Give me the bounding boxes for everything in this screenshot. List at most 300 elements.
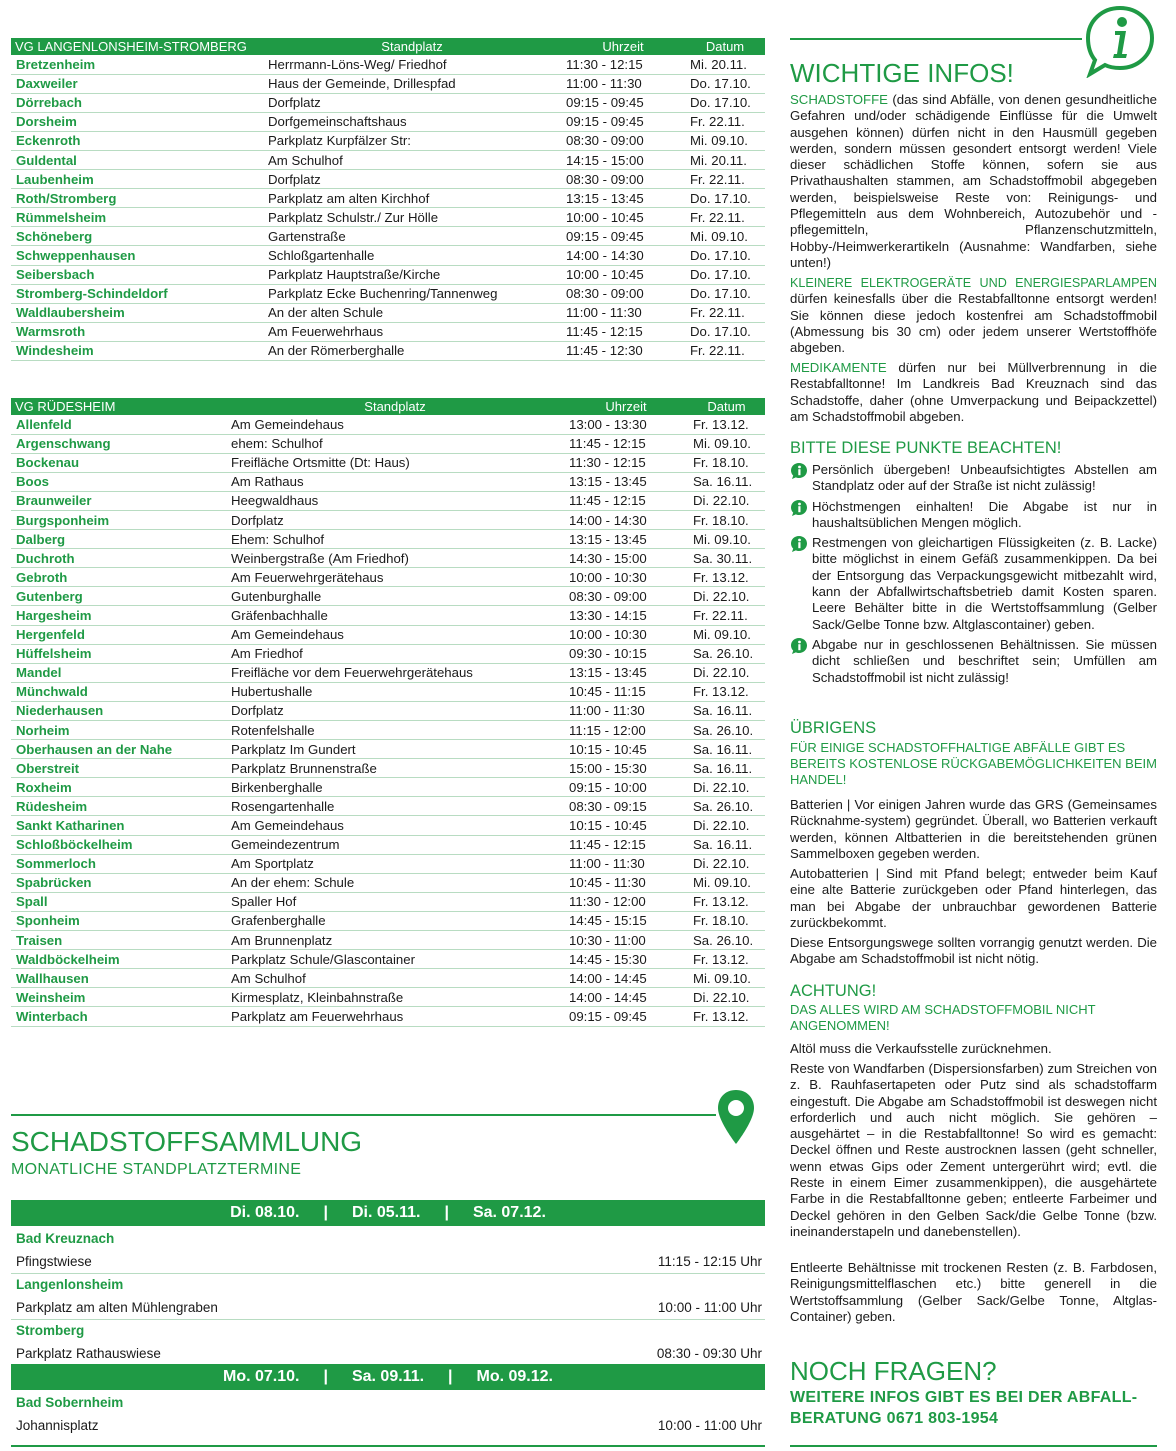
date-bar: [11, 1364, 765, 1390]
datum-cell: Mi. 09.10.: [688, 530, 765, 549]
standplatz-cell: Am Gemeindehaus: [226, 625, 564, 644]
uhrzeit-cell: 09:15 - 09:45: [561, 112, 685, 131]
table-row: [11, 491, 765, 510]
datum-cell: Do. 17.10.: [685, 322, 765, 341]
punkte-title: BITTE DIESE PUNKTE BEACHTEN!: [790, 439, 1062, 457]
date-bar: [11, 1200, 765, 1226]
infos-title: WICHTIGE INFOS!: [790, 58, 1014, 88]
paragraph-elektro: [790, 275, 1157, 356]
uhrzeit-cell: 10:30 - 11:00: [564, 931, 688, 950]
standplatz-cell: Freifläche vor dem Feuerwehrgerätehaus: [226, 663, 564, 682]
header-uhrzeit: Uhrzeit: [561, 38, 685, 55]
standplatz-cell: Herrmann-Löns-Weg/ Friedhof: [263, 55, 561, 74]
ort-cell: Schloßböckelheim: [11, 835, 226, 854]
text: dürfen keinesfalls über die Restabfalltonne entsorgt werden! Sie können diese jedoch kostenfrei am Schadstoffmobil (Abmessung bis 30 cm) oder jedem unserer Wertstoffhöfe abgeben.: [790, 291, 1157, 356]
table-row: [11, 208, 765, 227]
uhrzeit-cell: 13:00 - 13:30: [564, 415, 688, 434]
lead: KLEINERE ELEKTROGERÄTE UND ENERGIESPARLAMPEN: [790, 276, 1157, 290]
standplatz-cell: Am Feuerwehrgerätehaus: [226, 568, 564, 587]
table-row: [11, 303, 765, 322]
datum-cell: Fr. 18.10.: [688, 510, 765, 529]
standplatz-cell: Parkplatz Hauptstraße/Kirche: [263, 265, 561, 284]
datum-cell: Fr. 22.11.: [685, 341, 765, 360]
datum-cell: Mi. 09.10.: [688, 434, 765, 453]
datum-cell: Di. 22.10.: [688, 778, 765, 797]
fragen-title: NOCH FRAGEN?: [790, 1356, 997, 1386]
paragraph-entsorgungswege: Diese Entsorgungswege sollten vorrangig genutzt werden. Die Abgabe am Schadstoffmobil ist nicht nötig.: [790, 935, 1157, 967]
info-bullet-icon: [790, 637, 808, 659]
lead: SCHADSTOFFE: [790, 92, 888, 107]
city-name: Bad Sobernheim: [16, 1395, 124, 1410]
sammlung-subtitle: MONATLICHE STANDPLATZTERMINE: [11, 1161, 302, 1178]
datum-cell: Mi. 09.10.: [688, 625, 765, 644]
standplatz-cell: Grafenberghalle: [226, 911, 564, 930]
punkt-item: [790, 499, 1157, 532]
datum-cell: Fr. 22.11.: [688, 606, 765, 625]
section-divider: [11, 1114, 716, 1116]
table-row: [11, 911, 765, 930]
datum-cell: Fr. 13.12.: [688, 415, 765, 434]
standplatz-cell: Rosengartenhalle: [226, 797, 564, 816]
uhrzeit-cell: 14:30 - 15:00: [564, 549, 688, 568]
uhrzeit-cell: 11:30 - 12:15: [564, 453, 688, 472]
standplatz-cell: Parkplatz Kurpfälzer Str:: [263, 131, 561, 150]
table-row: [11, 816, 765, 835]
standplatz-cell: Parkplatz Schulstr./ Zur Hölle: [263, 208, 561, 227]
info-icon: [1082, 4, 1158, 83]
standplatz-cell: Parkplatz Brunnenstraße: [226, 759, 564, 778]
ort-cell: Gebroth: [11, 568, 226, 587]
ort-cell: Norheim: [11, 721, 226, 740]
standplatz-cell: Hubertushalle: [226, 682, 564, 701]
ort-cell: Waldlaubersheim: [11, 303, 263, 322]
table-row: [11, 682, 765, 701]
uhrzeit-cell: 09:15 - 09:45: [564, 1007, 688, 1026]
ort-cell: Hargesheim: [11, 606, 226, 625]
achtung-subtitle: DAS ALLES WIRD AM SCHADSTOFFMOBIL NICHT ANGENOMMEN!: [790, 1002, 1096, 1033]
datum-cell: Sa. 26.10.: [688, 644, 765, 663]
ort-cell: Duchroth: [11, 549, 226, 568]
standplatz-cell: Parkplatz Ecke Buchenring/Tannenweg: [263, 284, 561, 303]
standplatz-cell: Schloßgartenhalle: [263, 246, 561, 265]
ort-cell: Seibersbach: [11, 265, 263, 284]
table-row: [11, 472, 765, 491]
table-row: [11, 721, 765, 740]
standplatz-cell: Am Sportplatz: [226, 854, 564, 873]
place: Parkplatz am alten Mühlengraben: [16, 1300, 218, 1315]
table-row: [11, 530, 765, 549]
datum-cell: Do. 17.10.: [685, 246, 765, 265]
table-row: [11, 950, 765, 969]
standplatz-cell: Am Brunnenplatz: [226, 931, 564, 950]
table-row: [11, 606, 765, 625]
paragraph-batterien: Batterien | Vor einigen Jahren wurde das GRS (Gemeinsames Rücknahme-system) gegründet. Überall, wo Batterien verkauft werden, können Altbatterien in die bereitstehenden grünen Sammelboxen gegeben werden.: [790, 797, 1157, 861]
ort-cell: Oberhausen an der Nahe: [11, 740, 226, 759]
standplatz-cell: Am Gemeindehaus: [226, 816, 564, 835]
uhrzeit-cell: 11:45 - 12:30: [561, 341, 685, 360]
date: Mo. 09.12.: [476, 1368, 553, 1385]
standplatz-cell: Dorfplatz: [263, 93, 561, 112]
info-bullet-icon: [790, 499, 808, 521]
datum-cell: Di. 22.10.: [688, 491, 765, 510]
datum-cell: Sa. 16.11.: [688, 740, 765, 759]
paragraph-medikamente: [790, 360, 1157, 425]
header-vg: VG LANGENLONSHEIM-STROMBERG: [11, 38, 263, 55]
text: (das sind Abfälle, von denen gesundheitliche Gefahren und/oder schädigende Einflüsse für die Umwelt ausgehen können) dürfen nicht in den Hausmüll gegeben werden, sondern müssen gesondert entsorgt werden! Viele dieser schädlichen Stoffe können, sofern sie aus Privathaushalten stammen, am Schadstoffmobil abgegeben werden, beispielsweise Reste von: Reinigungs- und Pflegemitteln aus dem Wohnbereich, Autozubehör und -pflegemitteln, Pflanzenschutzmitteln, Hobby-/Heimwerkerartikeln (Ausnahme: Wandfarben, siehe unten!): [790, 92, 1157, 270]
uhrzeit-cell: 11:45 - 12:15: [564, 434, 688, 453]
table-row: [11, 74, 765, 93]
uhrzeit-cell: 13:15 - 13:45: [564, 530, 688, 549]
table-row: [11, 341, 765, 360]
table-row: [11, 759, 765, 778]
ort-cell: Sponheim: [11, 911, 226, 930]
uhrzeit-cell: 10:00 - 10:45: [561, 265, 685, 284]
table-row: [11, 568, 765, 587]
ort-cell: Sommerloch: [11, 854, 226, 873]
ort-cell: Argenschwang: [11, 434, 226, 453]
standplatz-cell: Parkplatz Schule/Glascontainer: [226, 950, 564, 969]
standplatz-cell: Parkplatz Im Gundert: [226, 740, 564, 759]
standplatz-cell: Birkenberghalle: [226, 778, 564, 797]
ort-cell: Wallhausen: [11, 969, 226, 988]
ort-cell: Warmsroth: [11, 322, 263, 341]
ort-cell: Traisen: [11, 931, 226, 950]
list-item: [11, 1296, 765, 1320]
header-uhrzeit: Uhrzeit: [564, 398, 688, 415]
table-row: [11, 873, 765, 892]
table-row: [11, 892, 765, 911]
schedule-table-langenlonsheim: [11, 38, 765, 361]
table-row: [11, 740, 765, 759]
uhrzeit-cell: 13:30 - 14:15: [564, 606, 688, 625]
punkt-item: [790, 535, 1157, 633]
uhrzeit-cell: 11:30 - 12:15: [561, 55, 685, 74]
datum-cell: Di. 22.10.: [688, 854, 765, 873]
paragraph-behaeltnisse: Entleerte Behältnisse mit trockenen Resten (z. B. Farbdosen, Reinigungsmittelflaschen etc.) bitte generell in die Wertstoffsammlung (Gelber Sack/Gelbe Tonne, Altglas-Container) geben.: [790, 1260, 1157, 1324]
datum-cell: Mi. 20.11.: [685, 55, 765, 74]
ort-cell: Schweppenhausen: [11, 246, 263, 265]
datum-cell: Di. 22.10.: [688, 663, 765, 682]
datum-cell: Mi. 20.11.: [685, 150, 765, 169]
schedule-table-ruedesheim: [11, 398, 765, 1027]
datum-cell: Mi. 09.10.: [688, 873, 765, 892]
list-item: [11, 1414, 765, 1438]
separator: |: [323, 1204, 328, 1221]
ort-cell: Weinsheim: [11, 988, 226, 1007]
uhrzeit-cell: 15:00 - 15:30: [564, 759, 688, 778]
standplatz-cell: Dorfgemeinschaftshaus: [263, 112, 561, 131]
table-header: [11, 38, 765, 55]
date: Di. 05.11.: [351, 1204, 421, 1221]
standplatz-cell: Freifläche Ortsmitte (Dt: Haus): [226, 453, 564, 472]
header-standplatz: Standplatz: [263, 38, 561, 55]
place: Pfingstwiese: [16, 1254, 92, 1269]
uhrzeit-cell: 09:30 - 10:15: [564, 644, 688, 663]
table-row: [11, 625, 765, 644]
datum-cell: Do. 17.10.: [685, 284, 765, 303]
list-item: [11, 1250, 765, 1274]
datum-cell: Fr. 22.11.: [685, 170, 765, 189]
standplatz-cell: Haus der Gemeinde, Drillespfad: [263, 74, 561, 93]
datum-cell: Mi. 09.10.: [685, 227, 765, 246]
uhrzeit-cell: 10:45 - 11:30: [564, 873, 688, 892]
uhrzeit-cell: 11:45 - 12:15: [561, 322, 685, 341]
uhrzeit-cell: 11:45 - 12:15: [564, 835, 688, 854]
standplatz-cell: Parkplatz am alten Kirchhof: [263, 189, 561, 208]
ort-cell: Winterbach: [11, 1007, 226, 1026]
time: 08:30 - 09:30 Uhr: [656, 1346, 762, 1361]
datum-cell: Fr. 13.12.: [688, 568, 765, 587]
ort-cell: Stromberg-Schindeldorf: [11, 284, 263, 303]
date: Sa. 09.11.: [351, 1368, 425, 1385]
ort-cell: Schöneberg: [11, 227, 263, 246]
city-name: Stromberg: [16, 1323, 85, 1338]
uhrzeit-cell: 11:00 - 11:30: [561, 303, 685, 322]
uhrzeit-cell: 10:15 - 10:45: [564, 740, 688, 759]
table-row: [11, 969, 765, 988]
datum-cell: Sa. 26.10.: [688, 721, 765, 740]
ort-cell: Rüdesheim: [11, 797, 226, 816]
uhrzeit-cell: 14:45 - 15:30: [564, 950, 688, 969]
table-row: [11, 663, 765, 682]
table-row: [11, 227, 765, 246]
location-pin-icon: [716, 1088, 756, 1155]
fragen-line-1: WEITERE INFOS GIBT ES BEI DER ABFALL-: [790, 1389, 1138, 1406]
punkt-text: Restmengen von gleichartigen Flüssigkeiten (z. B. Lacke) bitte möglichst in einem Gefäß zusammenkippen. Da bei der Entsorgung das Verpackungsgewicht mitbezahlt wird, kann der Abfallwirtschaftsbetrieb damit Kosten sparen. Leere Behälter bitte in die Wertstoffsammlung (Gelber Sack/Gelbe Tonne bzw. Altglascontainer) geben.: [812, 535, 1157, 632]
ort-cell: Oberstreit: [11, 759, 226, 778]
sammlung-title: SCHADSTOFFSAMMLUNG: [11, 1126, 363, 1157]
standplatz-cell: Heegwaldhaus: [226, 491, 564, 510]
standplatz-cell: Gutenburghalle: [226, 587, 564, 606]
standplatz-cell: An der Römerberghalle: [263, 341, 561, 360]
table-row: [11, 112, 765, 131]
uhrzeit-cell: 11:00 - 11:30: [564, 701, 688, 720]
fragen-subtitle: [790, 1387, 1137, 1429]
standplatz-cell: Am Rathaus: [226, 472, 564, 491]
header-standplatz: Standplatz: [226, 398, 564, 415]
date: Di. 08.10.: [230, 1204, 300, 1221]
header-datum: Datum: [685, 38, 765, 55]
uhrzeit-cell: 08:30 - 09:15: [564, 797, 688, 816]
ort-cell: Daxweiler: [11, 74, 263, 93]
info-bullet-icon: [790, 535, 808, 557]
punkt-item: [790, 462, 1157, 495]
datum-cell: Fr. 22.11.: [685, 112, 765, 131]
uhrzeit-cell: 10:00 - 10:30: [564, 568, 688, 587]
table-row: [11, 510, 765, 529]
datum-cell: Sa. 16.11.: [688, 701, 765, 720]
table-row: [11, 93, 765, 112]
uhrzeit-cell: 11:15 - 12:00: [564, 721, 688, 740]
uhrzeit-cell: 11:45 - 12:15: [564, 491, 688, 510]
uebrigens-title: ÜBRIGENS: [790, 719, 877, 737]
uhrzeit-cell: 14:15 - 15:00: [561, 150, 685, 169]
ort-cell: Burgsponheim: [11, 510, 226, 529]
uhrzeit-cell: 13:15 - 13:45: [561, 189, 685, 208]
city-name: Langenlonsheim: [16, 1277, 124, 1292]
table-row: [11, 988, 765, 1007]
uebrigens-subtitle: FÜR EINIGE SCHADSTOFFHALTIGE ABFÄLLE GIBT ES BEREITS KOSTENLOSE RÜCKGABEMÖGLICHKEITEN BEIM HANDEL!: [790, 740, 1157, 787]
uhrzeit-cell: 13:15 - 13:45: [564, 472, 688, 491]
table-row: [11, 150, 765, 169]
table-row: [11, 797, 765, 816]
ort-cell: Guldental: [11, 150, 263, 169]
bottom-divider-right: [790, 1445, 1157, 1447]
uhrzeit-cell: 09:15 - 09:45: [561, 93, 685, 112]
ort-cell: Gutenberg: [11, 587, 226, 606]
table-row: [11, 284, 765, 303]
table-row: [11, 434, 765, 453]
date: Mo. 07.10.: [223, 1368, 300, 1385]
separator: |: [444, 1204, 449, 1221]
paragraph-altoel: Altöl muss die Verkaufsstelle zurücknehmen.: [790, 1041, 1052, 1056]
uhrzeit-cell: 11:30 - 12:00: [564, 892, 688, 911]
standplatz-cell: Am Schulhof: [226, 969, 564, 988]
table-header: [11, 398, 765, 415]
standplatz-cell: Spaller Hof: [226, 892, 564, 911]
standplatz-cell: Am Schulhof: [263, 150, 561, 169]
standplatz-cell: Dorfplatz: [226, 701, 564, 720]
datum-cell: Sa. 16.11.: [688, 759, 765, 778]
uhrzeit-cell: 10:45 - 11:15: [564, 682, 688, 701]
time: 10:00 - 11:00 Uhr: [657, 1418, 762, 1433]
ort-cell: Waldböckelheim: [11, 950, 226, 969]
datum-cell: Do. 17.10.: [685, 189, 765, 208]
ort-cell: Spall: [11, 892, 226, 911]
uhrzeit-cell: 14:00 - 14:45: [564, 969, 688, 988]
paragraph-schadstoffe: [790, 92, 1157, 271]
lead: MEDIKAMENTE: [790, 360, 887, 375]
standplatz-cell: Gartenstraße: [263, 227, 561, 246]
punkt-item: [790, 637, 1157, 686]
standplatz-cell: Kirmesplatz, Kleinbahnstraße: [226, 988, 564, 1007]
uhrzeit-cell: 14:45 - 15:15: [564, 911, 688, 930]
standplatz-cell: Ehem: Schulhof: [226, 530, 564, 549]
standplatz-cell: Rotenfelshalle: [226, 721, 564, 740]
ort-cell: Hüffelsheim: [11, 644, 226, 663]
standplatz-cell: Am Feuerwehrhaus: [263, 322, 561, 341]
standplatz-cell: Am Gemeindehaus: [226, 415, 564, 434]
paragraph-wandfarben: Reste von Wandfarben (Dispersionsfarben) zum Streichen von z. B. Rauhfasertapeten oder Putz sind als schadstoffarm eingestuft. Die Abgabe am Schadstoffmobil ist deswegen nicht erforderlich und auch nicht möglich. Sie gehören – ausgehärtet – in die Restabfalltonne! So wird es gemacht: Deckel öffnen und Reste austrocknen lassen (geht schneller, wenn etwas Gips oder Zement untergerührt wird; evtl. die Reste in einem Eimer zusammenkippen), die ausgehärtete Farbe in die Restabfalltonne geben; entleerte Farbeimer und Deckel gehören in den Gelben Sack/die Gelbe Tonne (bzw. ineinanderstapeln und danebenstellen).: [790, 1061, 1157, 1239]
table-row: [11, 246, 765, 265]
ort-cell: Boos: [11, 472, 226, 491]
fragen-line-2: BERATUNG 0671 803-1954: [790, 1410, 999, 1427]
list-item: [11, 1342, 765, 1366]
ort-cell: Dalberg: [11, 530, 226, 549]
paragraph-autobatterien: Autobatterien | Sind mit Pfand belegt; entweder beim Kauf eine alte Batterie zurückgeben oder Pfand hinterlegen, das man bei Abgabe der unbrauchbar gewordenen Batterie zurückbekommt.: [790, 866, 1157, 930]
left-column: [11, 38, 765, 1027]
table-row: [11, 415, 765, 434]
uhrzeit-cell: 11:00 - 11:30: [564, 854, 688, 873]
datum-cell: Fr. 22.11.: [685, 303, 765, 322]
table-row: [11, 854, 765, 873]
punkt-text: Abgabe nur in geschlossenen Behältnissen. Sie müssen dicht schließen und beschriftet sein; Umfüllen am Schadstoffmobil ist nicht zulässig!: [812, 636, 1157, 685]
uhrzeit-cell: 09:15 - 10:00: [564, 778, 688, 797]
standplatz-cell: Parkplatz am Feuerwehrhaus: [226, 1007, 564, 1026]
ort-cell: Roth/Stromberg: [11, 189, 263, 208]
ort-cell: Allenfeld: [11, 415, 226, 434]
standplatz-cell: ehem: Schulhof: [226, 434, 564, 453]
table-row: [11, 453, 765, 472]
ort-cell: Mandel: [11, 663, 226, 682]
uhrzeit-cell: 14:00 - 14:30: [561, 246, 685, 265]
table-row: [11, 587, 765, 606]
place: Johannisplatz: [16, 1418, 99, 1433]
table-row: [11, 322, 765, 341]
datum-cell: Sa. 30.11.: [688, 549, 765, 568]
uhrzeit-cell: 08:30 - 09:00: [561, 131, 685, 150]
datum-cell: Sa. 16.11.: [688, 472, 765, 491]
uhrzeit-cell: 10:00 - 10:30: [564, 625, 688, 644]
achtung-title: ACHTUNG!: [790, 982, 877, 1000]
ort-cell: Bockenau: [11, 453, 226, 472]
table-row: [11, 549, 765, 568]
table-row: [11, 1007, 765, 1026]
datum-cell: Mi. 09.10.: [688, 969, 765, 988]
table-row: [11, 835, 765, 854]
table-row: [11, 55, 765, 74]
punkt-text: Persönlich übergeben! Unbeaufsichtigtes Abstellen am Standplatz oder auf der Straße ist nicht zulässig!: [812, 462, 1157, 494]
info-bullet-icon: [790, 462, 808, 484]
separator: |: [448, 1368, 453, 1385]
ort-cell: Münchwald: [11, 682, 226, 701]
datum-cell: Sa. 16.11.: [688, 835, 765, 854]
ort-cell: Laubenheim: [11, 170, 263, 189]
standplatz-cell: Gräfenbachhalle: [226, 606, 564, 625]
uhrzeit-cell: 10:00 - 10:45: [561, 208, 685, 227]
datum-cell: Do. 17.10.: [685, 93, 765, 112]
time: 10:00 - 11:00 Uhr: [657, 1300, 762, 1315]
datum-cell: Mi. 09.10.: [685, 131, 765, 150]
ort-cell: Braunweiler: [11, 491, 226, 510]
standplatz-cell: Dorfplatz: [263, 170, 561, 189]
header-vg: VG RÜDESHEIM: [11, 398, 226, 415]
uhrzeit-cell: 10:15 - 10:45: [564, 816, 688, 835]
ort-cell: Niederhausen: [11, 701, 226, 720]
punkt-text: Höchstmengen einhalten! Die Abgabe ist nur in haushaltsüblichen Mengen möglich.: [812, 498, 1157, 530]
table-row: [11, 170, 765, 189]
datum-cell: Do. 17.10.: [685, 265, 765, 284]
uhrzeit-cell: 09:15 - 09:45: [561, 227, 685, 246]
ort-cell: Sankt Katharinen: [11, 816, 226, 835]
uhrzeit-cell: 13:15 - 13:45: [564, 663, 688, 682]
table-row: [11, 265, 765, 284]
table-row: [11, 644, 765, 663]
place: Parkplatz Rathauswiese: [16, 1346, 161, 1361]
text: dürfen nur bei Müllverbrennung in die Restabfalltonne! Im Landkreis Bad Kreuznach sind das Schadstoffe, daher (ohne Umverpackung und Beipackzettel) am Schadstoffmobil abgeben.: [790, 360, 1157, 424]
datum-cell: Fr. 13.12.: [688, 1007, 765, 1026]
standplatz-list-1: [11, 1228, 765, 1366]
top-divider: [790, 38, 1082, 40]
datum-cell: Fr. 22.11.: [685, 208, 765, 227]
ort-cell: Roxheim: [11, 778, 226, 797]
standplatz-cell: An der ehem: Schule: [226, 873, 564, 892]
standplatz-cell: Gemeindezentrum: [226, 835, 564, 854]
ort-cell: Windesheim: [11, 341, 263, 360]
table-row: [11, 931, 765, 950]
header-datum: Datum: [688, 398, 765, 415]
ort-cell: Spabrücken: [11, 873, 226, 892]
datum-cell: Fr. 13.12.: [688, 950, 765, 969]
table-row: [11, 131, 765, 150]
separator: |: [323, 1368, 328, 1385]
datum-cell: Fr. 13.12.: [688, 682, 765, 701]
standplatz-cell: Am Friedhof: [226, 644, 564, 663]
standplatz-cell: Weinbergstraße (Am Friedhof): [226, 549, 564, 568]
table-row: [11, 189, 765, 208]
uhrzeit-cell: 08:30 - 09:00: [564, 587, 688, 606]
datum-cell: Fr. 18.10.: [688, 453, 765, 472]
